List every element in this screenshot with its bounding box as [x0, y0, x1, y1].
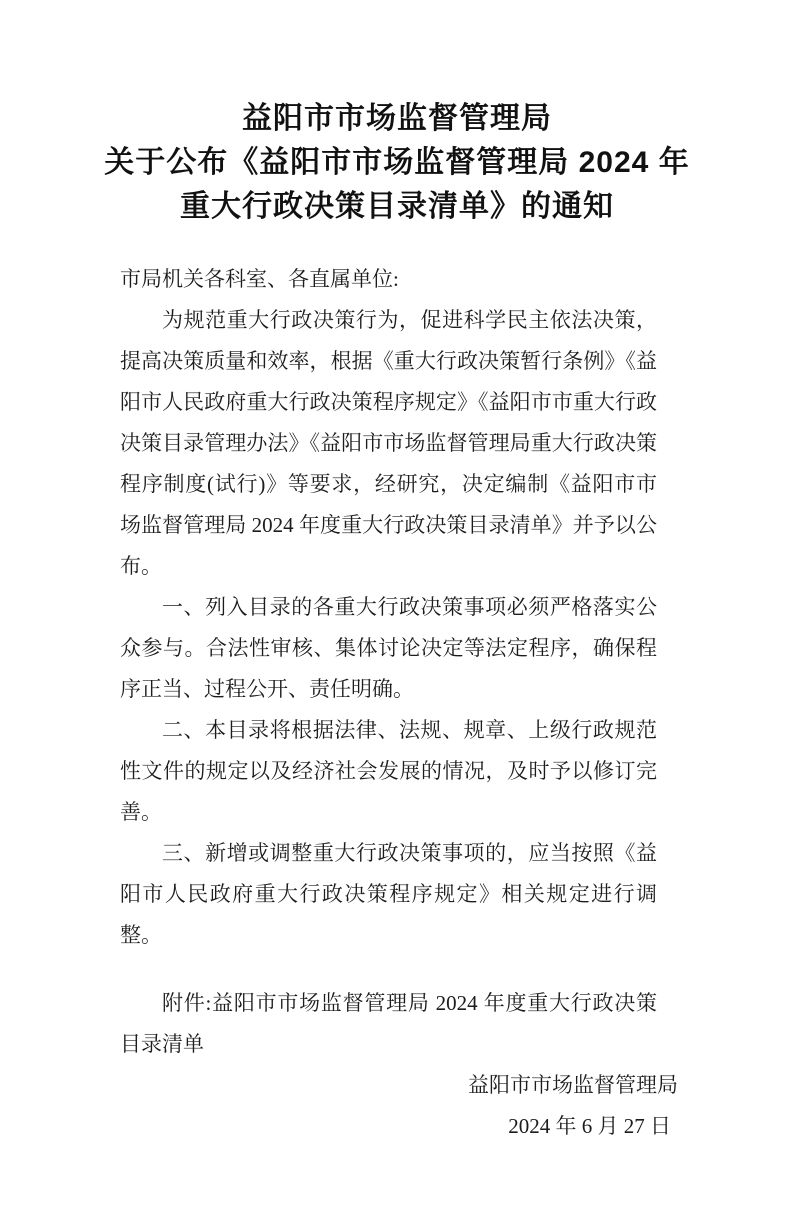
body-paragraph-item-1: 一、列入目录的各重大行政决策事项必须严格落实公众参与。合法性审核、集体讨论决定等法定程序，确保程序正当、过程公开、责任明确。 — [120, 595, 657, 701]
body-paragraph-item-3: 三、新增或调整重大行政决策事项的，应当按照《益阳市人民政府重大行政决策程序规定》相关规定进行调整。 — [120, 841, 657, 947]
signature-organization: 益阳市市场监督管理局 — [468, 1073, 678, 1097]
document-title-line-1: 益阳市市场监督管理局 — [242, 102, 552, 135]
notice-document-page — [0, 97, 794, 1219]
document-title — [0, 97, 794, 229]
body-paragraph-item-2: 二、本目录将根据法律、法规、规章、上级行政规范性文件的规定以及经济社会发展的情况，及时予以修订完善。 — [120, 718, 657, 824]
signature-date: 2024 年 6 月 27 日 — [508, 1114, 671, 1138]
document-title-line-2: 关于公布《益阳市市场监督管理局 2024 年 — [104, 146, 690, 179]
document-title-line-3: 重大行政决策目录清单》的通知 — [180, 190, 614, 223]
body-paragraph-intro: 为规范重大行政决策行为，促进科学民主依法决策，提高决策质量和效率，根据《重大行政决策暂行条例》《益阳市人民政府重大行政决策程序规定》《益阳市市重大行政决策目录管理办法》《益阳市市场监督管理局重大行政决策程序制度(试行)》等要求，经研究，决定编制《益阳市市场监督管理局 2024 年度重大行政决策目录清单》并予以公布。 — [120, 308, 657, 578]
salutation-line: 市局机关各科室、各直属单位: — [120, 267, 399, 291]
document-body — [120, 259, 678, 1147]
attachment-note: 附件:益阳市市场监督管理局 2024 年度重大行政决策目录清单 — [120, 991, 657, 1056]
